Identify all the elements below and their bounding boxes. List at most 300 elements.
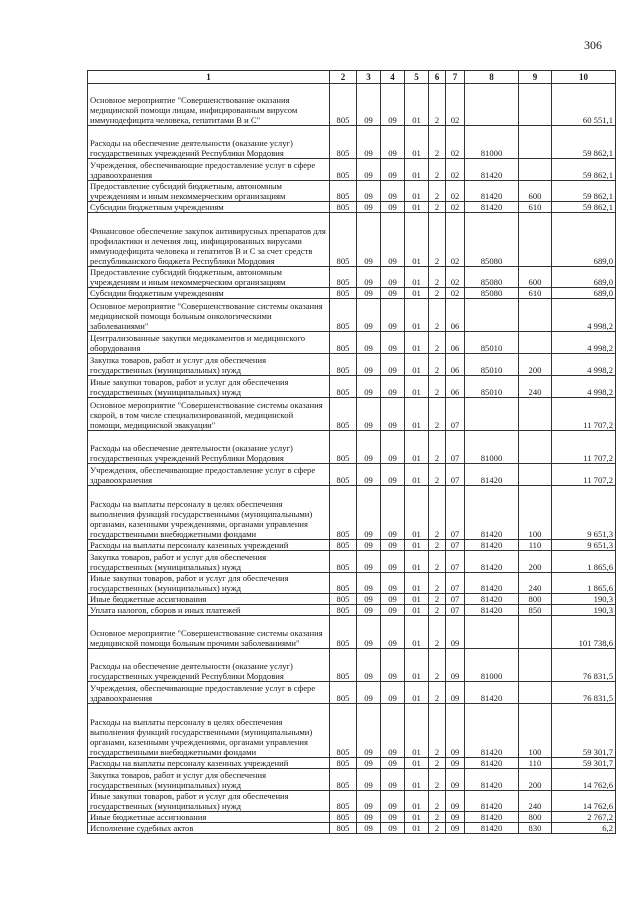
program-code: 01 [405, 354, 429, 376]
section-code: 09 [357, 823, 381, 834]
subsection-code: 09 [381, 267, 405, 288]
event-code: 07 [446, 551, 465, 573]
subprogram-code: 2 [429, 812, 446, 823]
ministry-code: 805 [330, 299, 357, 332]
subsection-code: 09 [381, 758, 405, 769]
subprogram-code: 2 [429, 126, 446, 159]
row-description: Закупка товаров, работ и услуг для обеспечения государственных (муниципальных) нужд [88, 551, 330, 573]
direction-code [465, 616, 519, 649]
amount: 59 301,7 [552, 758, 616, 769]
section-code: 09 [357, 267, 381, 288]
amount: 9 651,3 [552, 486, 616, 540]
section-code: 09 [357, 288, 381, 299]
row-description: Субсидии бюджетным учреждениям [88, 288, 330, 299]
subsection-code: 09 [381, 464, 405, 486]
event-code: 07 [446, 594, 465, 605]
subsection-code: 09 [381, 181, 405, 202]
amount: 14 762,6 [552, 769, 616, 791]
expense-type-code [519, 616, 552, 649]
expense-type-code [519, 213, 552, 267]
subprogram-code: 2 [429, 332, 446, 354]
column-header: 6 [429, 71, 446, 84]
event-code: 07 [446, 605, 465, 616]
table-row [88, 812, 616, 823]
column-header: 7 [446, 71, 465, 84]
amount: 689,0 [552, 267, 616, 288]
row-description: Финансовое обеспечение закупок антивирусных препаратов для профилактики и лечения лиц, инфицированных вирусами иммунодефицита человека и гепатитов В и С за счет средств республиканского бюджета Республики Мордовия [88, 213, 330, 267]
expense-type-code [519, 126, 552, 159]
table-row [88, 288, 616, 299]
event-code: 02 [446, 267, 465, 288]
section-code: 09 [357, 376, 381, 398]
section-code: 09 [357, 769, 381, 791]
subsection-code: 09 [381, 812, 405, 823]
section-code: 09 [357, 791, 381, 812]
ministry-code: 805 [330, 616, 357, 649]
amount: 59 862,1 [552, 159, 616, 181]
subprogram-code: 2 [429, 431, 446, 464]
table-row [88, 605, 616, 616]
subprogram-code: 2 [429, 376, 446, 398]
event-code: 09 [446, 823, 465, 834]
event-code: 02 [446, 181, 465, 202]
direction-code: 85080 [465, 288, 519, 299]
subsection-code: 09 [381, 649, 405, 682]
subprogram-code: 2 [429, 540, 446, 551]
row-description: Учреждения, обеспечивающие предоставление услуг в сфере здравоохранения [88, 464, 330, 486]
direction-code: 81420 [465, 551, 519, 573]
direction-code: 81420 [465, 758, 519, 769]
section-code: 09 [357, 354, 381, 376]
subprogram-code: 2 [429, 605, 446, 616]
direction-code: 85080 [465, 267, 519, 288]
subprogram-code: 2 [429, 267, 446, 288]
amount: 689,0 [552, 213, 616, 267]
table-row [88, 332, 616, 354]
program-code: 01 [405, 288, 429, 299]
row-description: Расходы на выплаты персоналу казенных учреждений [88, 540, 330, 551]
direction-code: 81420 [465, 202, 519, 213]
section-code: 09 [357, 551, 381, 573]
amount: 76 831,5 [552, 682, 616, 704]
section-code: 09 [357, 540, 381, 551]
subprogram-code: 2 [429, 823, 446, 834]
table-row [88, 376, 616, 398]
expense-type-code [519, 398, 552, 431]
program-code: 01 [405, 126, 429, 159]
subsection-code: 09 [381, 431, 405, 464]
direction-code: 81420 [465, 573, 519, 594]
direction-code [465, 398, 519, 431]
subsection-code: 09 [381, 299, 405, 332]
subsection-code: 09 [381, 682, 405, 704]
ministry-code: 805 [330, 84, 357, 126]
budget-table [87, 70, 616, 834]
program-code: 01 [405, 376, 429, 398]
expense-type-code: 240 [519, 573, 552, 594]
event-code: 02 [446, 159, 465, 181]
ministry-code: 805 [330, 288, 357, 299]
row-description: Учреждения, обеспечивающие предоставление услуг в сфере здравоохранения [88, 682, 330, 704]
event-code: 06 [446, 332, 465, 354]
subsection-code: 09 [381, 823, 405, 834]
subsection-code: 09 [381, 159, 405, 181]
table-row [88, 159, 616, 181]
ministry-code: 805 [330, 540, 357, 551]
table-row [88, 84, 616, 126]
expense-type-code [519, 464, 552, 486]
event-code: 09 [446, 769, 465, 791]
row-description: Иные бюджетные ассигнования [88, 812, 330, 823]
table-row [88, 398, 616, 431]
row-description: Централизованные закупки медикаментов и медицинского оборудования [88, 332, 330, 354]
event-code: 09 [446, 682, 465, 704]
program-code: 01 [405, 202, 429, 213]
section-code: 09 [357, 605, 381, 616]
row-description: Расходы на выплаты персоналу в целях обеспечения выполнения функций государственными (муниципальными) органами, казенными учреждениями, органами управления государственными внебюджетными фондами [88, 486, 330, 540]
section-code: 09 [357, 758, 381, 769]
expense-type-code: 240 [519, 791, 552, 812]
program-code: 01 [405, 649, 429, 682]
expense-type-code [519, 299, 552, 332]
amount: 59 301,7 [552, 704, 616, 758]
section-code: 09 [357, 126, 381, 159]
subprogram-code: 2 [429, 299, 446, 332]
ministry-code: 805 [330, 376, 357, 398]
section-code: 09 [357, 704, 381, 758]
row-description: Основное мероприятие "Совершенствование системы оказания скорой, в том числе специализированной, медицинской помощи, медицинской эвакуации" [88, 398, 330, 431]
program-code: 01 [405, 823, 429, 834]
direction-code: 81420 [465, 540, 519, 551]
expense-type-code [519, 682, 552, 704]
event-code: 06 [446, 299, 465, 332]
subsection-code: 09 [381, 84, 405, 126]
expense-type-code: 610 [519, 288, 552, 299]
subsection-code: 09 [381, 573, 405, 594]
row-description: Учреждения, обеспечивающие предоставление услуг в сфере здравоохранения [88, 159, 330, 181]
expense-type-code: 100 [519, 704, 552, 758]
table-row [88, 791, 616, 812]
section-code: 09 [357, 682, 381, 704]
row-description: Расходы на обеспечение деятельности (оказание услуг) государственных учреждений Республики Мордовия [88, 126, 330, 159]
event-code: 07 [446, 398, 465, 431]
ministry-code: 805 [330, 573, 357, 594]
ministry-code: 805 [330, 605, 357, 616]
amount: 76 831,5 [552, 649, 616, 682]
table-row [88, 551, 616, 573]
program-code: 01 [405, 486, 429, 540]
column-header: 4 [381, 71, 405, 84]
direction-code: 81000 [465, 649, 519, 682]
section-code: 09 [357, 332, 381, 354]
program-code: 01 [405, 682, 429, 704]
event-code: 09 [446, 704, 465, 758]
event-code: 02 [446, 84, 465, 126]
section-code: 09 [357, 398, 381, 431]
expense-type-code: 200 [519, 551, 552, 573]
program-code: 01 [405, 213, 429, 267]
expense-type-code: 800 [519, 594, 552, 605]
table-row [88, 823, 616, 834]
amount: 59 862,1 [552, 126, 616, 159]
subprogram-code: 2 [429, 288, 446, 299]
row-description: Закупка товаров, работ и услуг для обеспечения государственных (муниципальных) нужд [88, 769, 330, 791]
program-code: 01 [405, 791, 429, 812]
ministry-code: 805 [330, 431, 357, 464]
amount: 60 551,1 [552, 84, 616, 126]
subprogram-code: 2 [429, 213, 446, 267]
direction-code: 81000 [465, 431, 519, 464]
table-row [88, 682, 616, 704]
subprogram-code: 2 [429, 594, 446, 605]
amount: 1 865,6 [552, 551, 616, 573]
subsection-code: 09 [381, 332, 405, 354]
direction-code: 85010 [465, 332, 519, 354]
program-code: 01 [405, 551, 429, 573]
section-code: 09 [357, 486, 381, 540]
event-code: 07 [446, 573, 465, 594]
direction-code: 81420 [465, 704, 519, 758]
row-description: Основное мероприятие "Совершенствование оказания медицинской помощи лицам, инфицированным вирусом иммунодефицита человека, гепатитами В и С" [88, 84, 330, 126]
subsection-code: 09 [381, 354, 405, 376]
table-row [88, 769, 616, 791]
program-code: 01 [405, 812, 429, 823]
table-row [88, 354, 616, 376]
direction-code: 81420 [465, 486, 519, 540]
ministry-code: 805 [330, 758, 357, 769]
subprogram-code: 2 [429, 84, 446, 126]
column-header: 5 [405, 71, 429, 84]
amount: 59 862,1 [552, 202, 616, 213]
row-description: Основное мероприятие "Совершенствование системы оказания медицинской помощи больным онкологическими заболеваниями" [88, 299, 330, 332]
direction-code: 81420 [465, 594, 519, 605]
amount: 190,3 [552, 594, 616, 605]
direction-code: 81420 [465, 682, 519, 704]
subsection-code: 09 [381, 704, 405, 758]
table-row [88, 616, 616, 649]
subprogram-code: 2 [429, 551, 446, 573]
column-header: 3 [357, 71, 381, 84]
expense-type-code: 800 [519, 812, 552, 823]
ministry-code: 805 [330, 181, 357, 202]
expense-type-code: 610 [519, 202, 552, 213]
subprogram-code: 2 [429, 769, 446, 791]
ministry-code: 805 [330, 267, 357, 288]
table-row [88, 181, 616, 202]
subprogram-code: 2 [429, 159, 446, 181]
expense-type-code [519, 431, 552, 464]
ministry-code: 805 [330, 486, 357, 540]
row-description: Закупка товаров, работ и услуг для обеспечения государственных (муниципальных) нужд [88, 354, 330, 376]
row-description: Предоставление субсидий бюджетным, автономным учреждениям и иным некоммерческим организациям [88, 181, 330, 202]
section-code: 09 [357, 616, 381, 649]
program-code: 01 [405, 332, 429, 354]
event-code: 06 [446, 354, 465, 376]
program-code: 01 [405, 704, 429, 758]
event-code: 02 [446, 213, 465, 267]
direction-code [465, 84, 519, 126]
subprogram-code: 2 [429, 354, 446, 376]
program-code: 01 [405, 594, 429, 605]
subprogram-code: 2 [429, 682, 446, 704]
row-description: Расходы на обеспечение деятельности (оказание услуг) государственных учреждений Республики Мордовия [88, 649, 330, 682]
amount: 190,3 [552, 605, 616, 616]
amount: 9 651,3 [552, 540, 616, 551]
row-description: Иные бюджетные ассигнования [88, 594, 330, 605]
subsection-code: 09 [381, 605, 405, 616]
program-code: 01 [405, 464, 429, 486]
subprogram-code: 2 [429, 791, 446, 812]
direction-code: 81420 [465, 823, 519, 834]
ministry-code: 805 [330, 791, 357, 812]
expense-type-code [519, 84, 552, 126]
expense-type-code [519, 649, 552, 682]
subsection-code: 09 [381, 398, 405, 431]
row-description: Уплата налогов, сборов и иных платежей [88, 605, 330, 616]
amount: 4 998,2 [552, 354, 616, 376]
table-row [88, 299, 616, 332]
ministry-code: 805 [330, 769, 357, 791]
expense-type-code: 600 [519, 267, 552, 288]
section-code: 09 [357, 213, 381, 267]
column-header: 8 [465, 71, 519, 84]
table-row [88, 758, 616, 769]
row-description: Иные закупки товаров, работ и услуг для обеспечения государственных (муниципальных) нужд [88, 376, 330, 398]
section-code: 09 [357, 202, 381, 213]
row-description: Расходы на выплаты персоналу казенных учреждений [88, 758, 330, 769]
section-code: 09 [357, 649, 381, 682]
expense-type-code: 850 [519, 605, 552, 616]
ministry-code: 805 [330, 823, 357, 834]
amount: 2 767,2 [552, 812, 616, 823]
table-row [88, 431, 616, 464]
event-code: 09 [446, 758, 465, 769]
table-row [88, 213, 616, 267]
ministry-code: 805 [330, 398, 357, 431]
program-code: 01 [405, 431, 429, 464]
ministry-code: 805 [330, 202, 357, 213]
expense-type-code: 830 [519, 823, 552, 834]
event-code: 07 [446, 464, 465, 486]
direction-code: 85010 [465, 376, 519, 398]
subprogram-code: 2 [429, 202, 446, 213]
section-code: 09 [357, 812, 381, 823]
column-header: 2 [330, 71, 357, 84]
ministry-code: 805 [330, 354, 357, 376]
row-description: Субсидии бюджетным учреждениям [88, 202, 330, 213]
row-description: Расходы на выплаты персоналу в целях обеспечения выполнения функций государственными (муниципальными) органами, казенными учреждениями, органами управления государственными внебюджетными фондами [88, 704, 330, 758]
ministry-code: 805 [330, 649, 357, 682]
event-code: 02 [446, 126, 465, 159]
event-code: 09 [446, 616, 465, 649]
program-code: 01 [405, 769, 429, 791]
table-row [88, 202, 616, 213]
section-code: 09 [357, 464, 381, 486]
program-code: 01 [405, 181, 429, 202]
row-description: Исполнение судебных актов [88, 823, 330, 834]
amount: 4 998,2 [552, 299, 616, 332]
event-code: 09 [446, 812, 465, 823]
amount: 689,0 [552, 288, 616, 299]
expense-type-code: 600 [519, 181, 552, 202]
expense-type-code: 100 [519, 486, 552, 540]
ministry-code: 805 [330, 332, 357, 354]
amount: 6,2 [552, 823, 616, 834]
column-header: 9 [519, 71, 552, 84]
subsection-code: 09 [381, 213, 405, 267]
ministry-code: 805 [330, 594, 357, 605]
subprogram-code: 2 [429, 758, 446, 769]
direction-code: 81420 [465, 181, 519, 202]
direction-code: 85010 [465, 354, 519, 376]
direction-code: 81420 [465, 605, 519, 616]
expense-type-code: 200 [519, 769, 552, 791]
subsection-code: 09 [381, 288, 405, 299]
program-code: 01 [405, 758, 429, 769]
program-code: 01 [405, 398, 429, 431]
subprogram-code: 2 [429, 486, 446, 540]
event-code: 02 [446, 202, 465, 213]
direction-code: 81420 [465, 159, 519, 181]
program-code: 01 [405, 299, 429, 332]
subsection-code: 09 [381, 202, 405, 213]
ministry-code: 805 [330, 126, 357, 159]
subsection-code: 09 [381, 486, 405, 540]
ministry-code: 805 [330, 682, 357, 704]
direction-code: 81420 [465, 464, 519, 486]
subprogram-code: 2 [429, 704, 446, 758]
subsection-code: 09 [381, 376, 405, 398]
direction-code: 81420 [465, 812, 519, 823]
subprogram-code: 2 [429, 181, 446, 202]
subprogram-code: 2 [429, 616, 446, 649]
program-code: 01 [405, 267, 429, 288]
subsection-code: 09 [381, 769, 405, 791]
subprogram-code: 2 [429, 464, 446, 486]
row-description: Предоставление субсидий бюджетным, автономным учреждениям и иным некоммерческим организациям [88, 267, 330, 288]
section-code: 09 [357, 299, 381, 332]
column-header: 1 [88, 71, 330, 84]
event-code: 07 [446, 486, 465, 540]
event-code: 09 [446, 791, 465, 812]
page-number: 306 [584, 38, 602, 52]
event-code: 09 [446, 649, 465, 682]
ministry-code: 805 [330, 812, 357, 823]
amount: 11 707,2 [552, 464, 616, 486]
ministry-code: 805 [330, 704, 357, 758]
amount: 59 862,1 [552, 181, 616, 202]
event-code: 02 [446, 288, 465, 299]
table-row [88, 573, 616, 594]
program-code: 01 [405, 84, 429, 126]
expense-type-code: 200 [519, 354, 552, 376]
subsection-code: 09 [381, 540, 405, 551]
table-row [88, 464, 616, 486]
subprogram-code: 2 [429, 573, 446, 594]
expense-type-code [519, 332, 552, 354]
table-header-row [88, 71, 616, 84]
section-code: 09 [357, 159, 381, 181]
subsection-code: 09 [381, 791, 405, 812]
direction-code: 81420 [465, 769, 519, 791]
section-code: 09 [357, 594, 381, 605]
table-row [88, 486, 616, 540]
section-code: 09 [357, 573, 381, 594]
section-code: 09 [357, 181, 381, 202]
ministry-code: 805 [330, 159, 357, 181]
ministry-code: 805 [330, 551, 357, 573]
expense-type-code [519, 159, 552, 181]
